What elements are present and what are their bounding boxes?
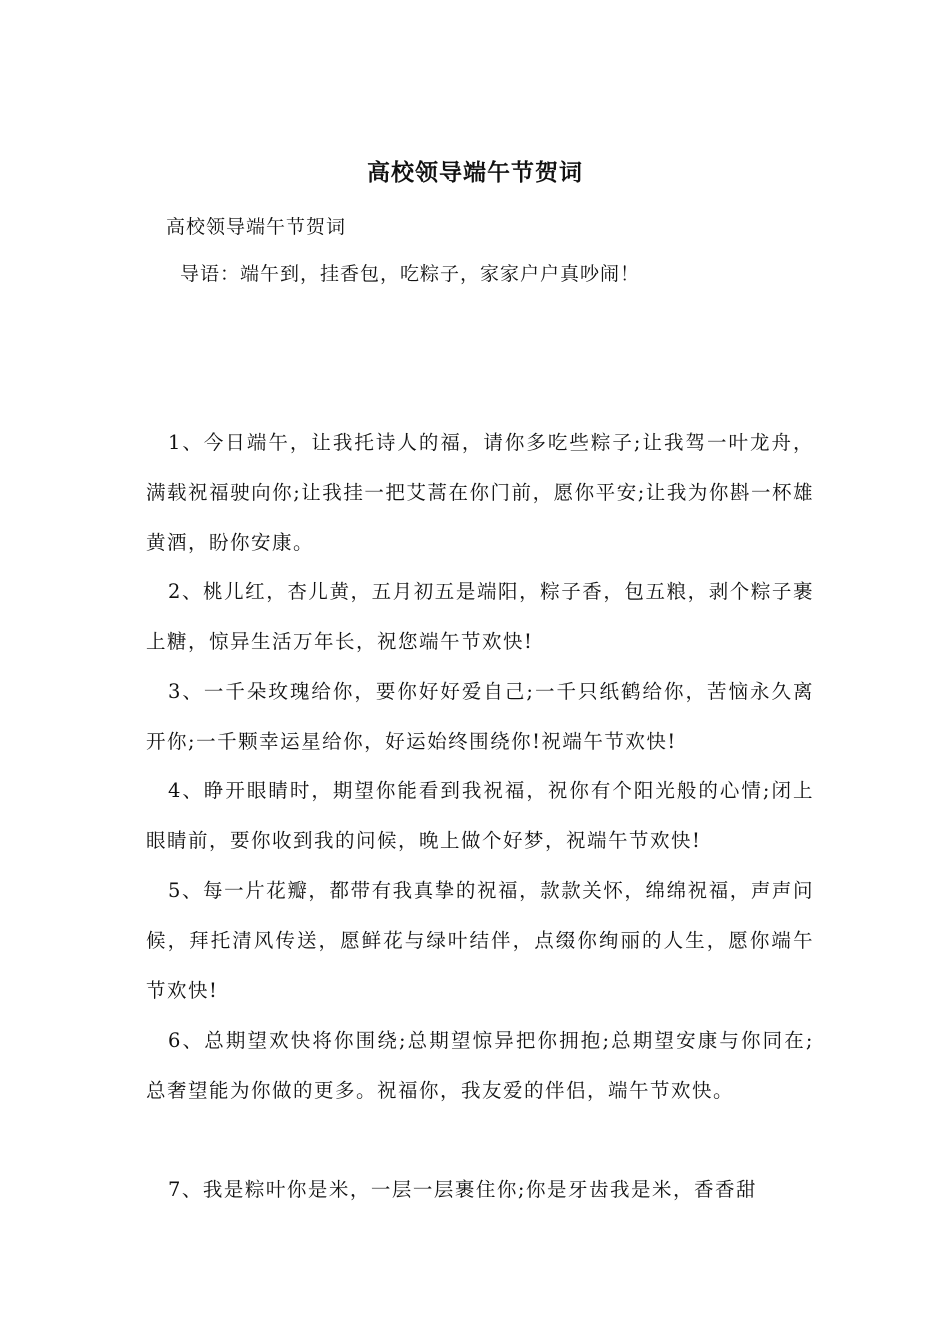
greeting-paragraph: 3、一千朵玫瑰给你，要你好好爱自己;一千只纸鹤给你，苦恼永久离开你;一千颗幸运星给你，好运始终围绕你!祝端午节欢快! bbox=[146, 679, 814, 753]
greeting-paragraph: 1、今日端午，让我托诗人的福，请你多吃些粽子;让我驾一叶龙舟，满载祝福驶向你;让我挂一把艾蒿在你门前，愿你平安;让我为你斟一杯雄黄酒，盼你安康。 bbox=[146, 430, 814, 554]
greeting-paragraph: 7、我是粽叶你是米，一层一层裹住你;你是牙齿我是米，香香甜 bbox=[168, 1177, 757, 1201]
document-title: 高校领导端午节贺词 bbox=[367, 159, 583, 186]
document-intro: 导语：端午到，挂香包，吃粽子，家家户户真吵闹！ bbox=[180, 263, 641, 285]
document-subtitle: 高校领导端午节贺词 bbox=[166, 216, 347, 238]
greeting-paragraph: 4、睁开眼睛时，期望你能看到我祝福，祝你有个阳光般的心情;闭上眼睛前，要你收到我的问候，晚上做个好梦，祝端午节欢快! bbox=[146, 778, 814, 852]
greeting-paragraph: 2、桃儿红，杏儿黄，五月初五是端阳，粽子香，包五粮，剥个粽子裹上糖，惊异生活万年长，祝您端午节欢快! bbox=[146, 579, 814, 653]
greeting-paragraph: 6、总期望欢快将你围绕;总期望惊异把你拥抱;总期望安康与你同在;总奢望能为你做的更多。祝福你，我友爱的伴侣，端午节欢快。 bbox=[146, 1028, 814, 1102]
greeting-paragraph: 5、每一片花瓣，都带有我真挚的祝福，款款关怀，绵绵祝福，声声问候，拜托清风传送，愿鲜花与绿叶结伴，点缀你绚丽的人生，愿你端午节欢快! bbox=[146, 878, 814, 1002]
